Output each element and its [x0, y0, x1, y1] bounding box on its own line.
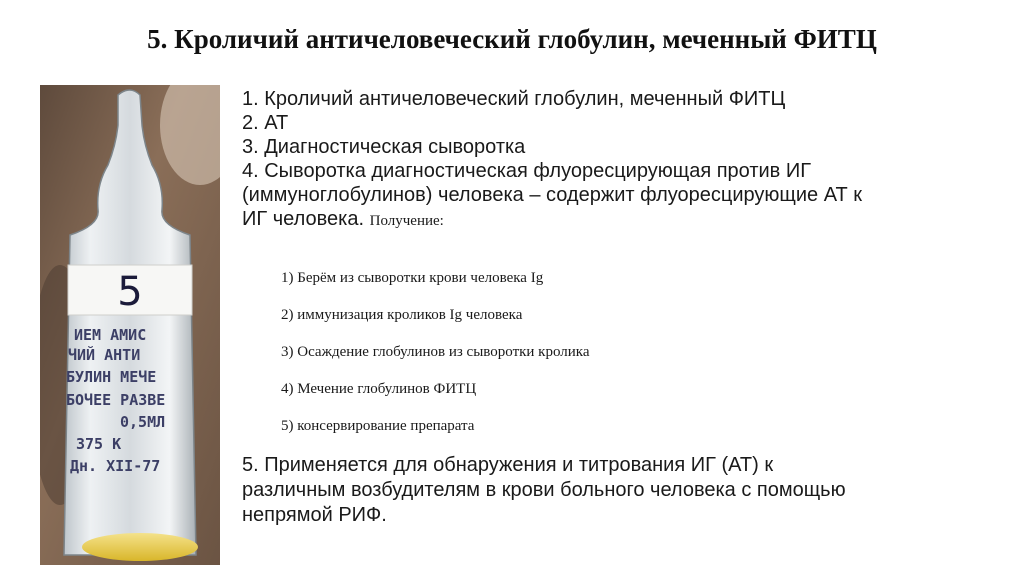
ampoule-print-line: 375 К [76, 435, 122, 453]
obtaining-steps [281, 268, 590, 453]
ampoule-print-line: БУЛИН МЕЧЕ [66, 368, 157, 386]
definition-list [242, 87, 1002, 233]
step-item: 1) Берём из сыворотки крови человека Ig [281, 270, 544, 286]
list-item: 3. Диагностическая сыворотка [242, 136, 526, 158]
slide-title: 5. Кроличий античеловеческий глобулин, меченный ФИТЦ [147, 24, 877, 54]
application-line: различным возбудителям в крови больного человека с помощью [242, 479, 846, 501]
ampoule-print-line: 0,5МЛ [120, 413, 166, 431]
list-item: 4. Сыворотка диагностическая флуоресцирующая против ИГ [242, 160, 812, 182]
application-line: 5. Применяется для обнаружения и титрования ИГ (АТ) к [242, 454, 774, 476]
application-paragraph [242, 453, 1002, 528]
ampoule-photo [40, 85, 220, 565]
ampoule-print-line: БОЧЕЕ РАЗВЕ [66, 391, 166, 409]
list-item-continued [242, 207, 1002, 233]
obtaining-label: Получение: [369, 213, 444, 229]
step-item: 5) консервирование препарата [281, 418, 475, 434]
list-item: 2. АТ [242, 112, 289, 134]
step-item: 3) Осаждение глобулинов из сыворотки кролика [281, 344, 590, 360]
ampoule-print-line: ИЕМ АМИС [74, 326, 147, 344]
ampoule-print-line: Дн. XII-77 [70, 457, 161, 475]
list-item-tail: ИГ человека. [242, 208, 365, 230]
step-item: 4) Мечение глобулинов ФИТЦ [281, 381, 477, 397]
application-line: непрямой РИФ. [242, 504, 387, 526]
step-item: 2) иммунизация кроликов Ig человека [281, 307, 523, 323]
ampoule-print-line: ЧИЙ АНТИ [68, 346, 141, 364]
ampoule-label-number: 5 [117, 269, 143, 315]
list-item: 1. Кроличий античеловеческий глобулин, меченный ФИТЦ [242, 88, 786, 110]
list-item-continued: (иммуноглобулинов) человека – содержит флуоресцирующие АТ к [242, 184, 863, 206]
